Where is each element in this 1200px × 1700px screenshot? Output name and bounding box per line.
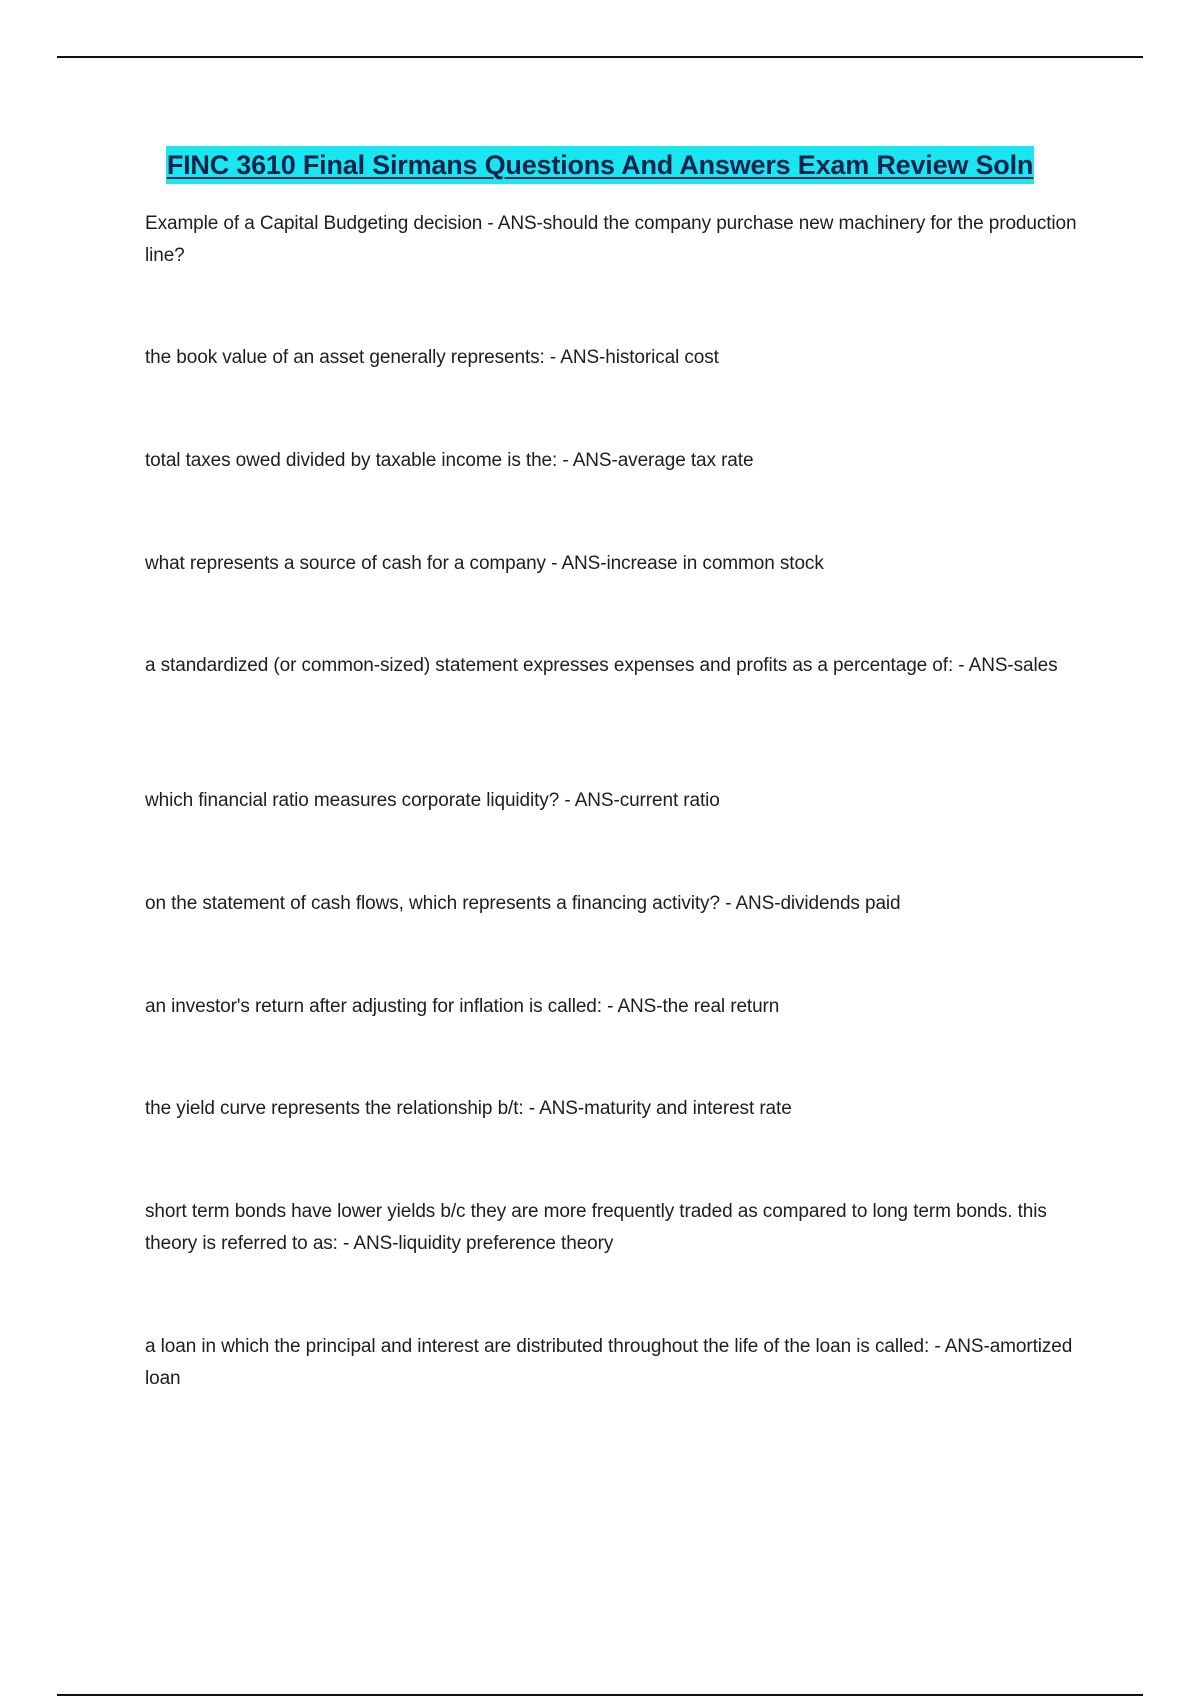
qa-item: Example of a Capital Budgeting decision - ANS-should the company purchase new machinery for the production line? bbox=[145, 213, 1077, 266]
qa-item: total taxes owed divided by taxable income is the: - ANS-average tax rate bbox=[145, 450, 754, 471]
document-title: FINC 3610 Final Sirmans Questions And Answers Exam Review Soln bbox=[166, 146, 1034, 184]
qa-item: a standardized (or common-sized) statement expresses expenses and profits as a percentage of: - ANS-sales bbox=[145, 655, 1058, 676]
title-container bbox=[0, 146, 1200, 184]
qa-item: an investor's return after adjusting for inflation is called: - ANS-the real return bbox=[145, 996, 780, 1017]
qa-item: the yield curve represents the relationship b/t: - ANS-maturity and interest rate bbox=[145, 1098, 792, 1119]
qa-item: a loan in which the principal and interest are distributed throughout the life of the loan is called: - ANS-amortized loan bbox=[145, 1336, 1073, 1389]
qa-item: what represents a source of cash for a company - ANS-increase in common stock bbox=[145, 553, 824, 574]
qa-item: which financial ratio measures corporate liquidity? - ANS-current ratio bbox=[145, 790, 720, 811]
qa-item: short term bonds have lower yields b/c they are more frequently traded as compared to long term bonds. this theory is referred to as: - ANS-liquidity preference theory bbox=[145, 1201, 1047, 1254]
top-rule bbox=[57, 56, 1143, 58]
qa-item: on the statement of cash flows, which represents a financing activity? - ANS-dividends paid bbox=[145, 893, 901, 914]
qa-item: the book value of an asset generally represents: - ANS-historical cost bbox=[145, 347, 719, 368]
bottom-rule bbox=[57, 1694, 1143, 1696]
